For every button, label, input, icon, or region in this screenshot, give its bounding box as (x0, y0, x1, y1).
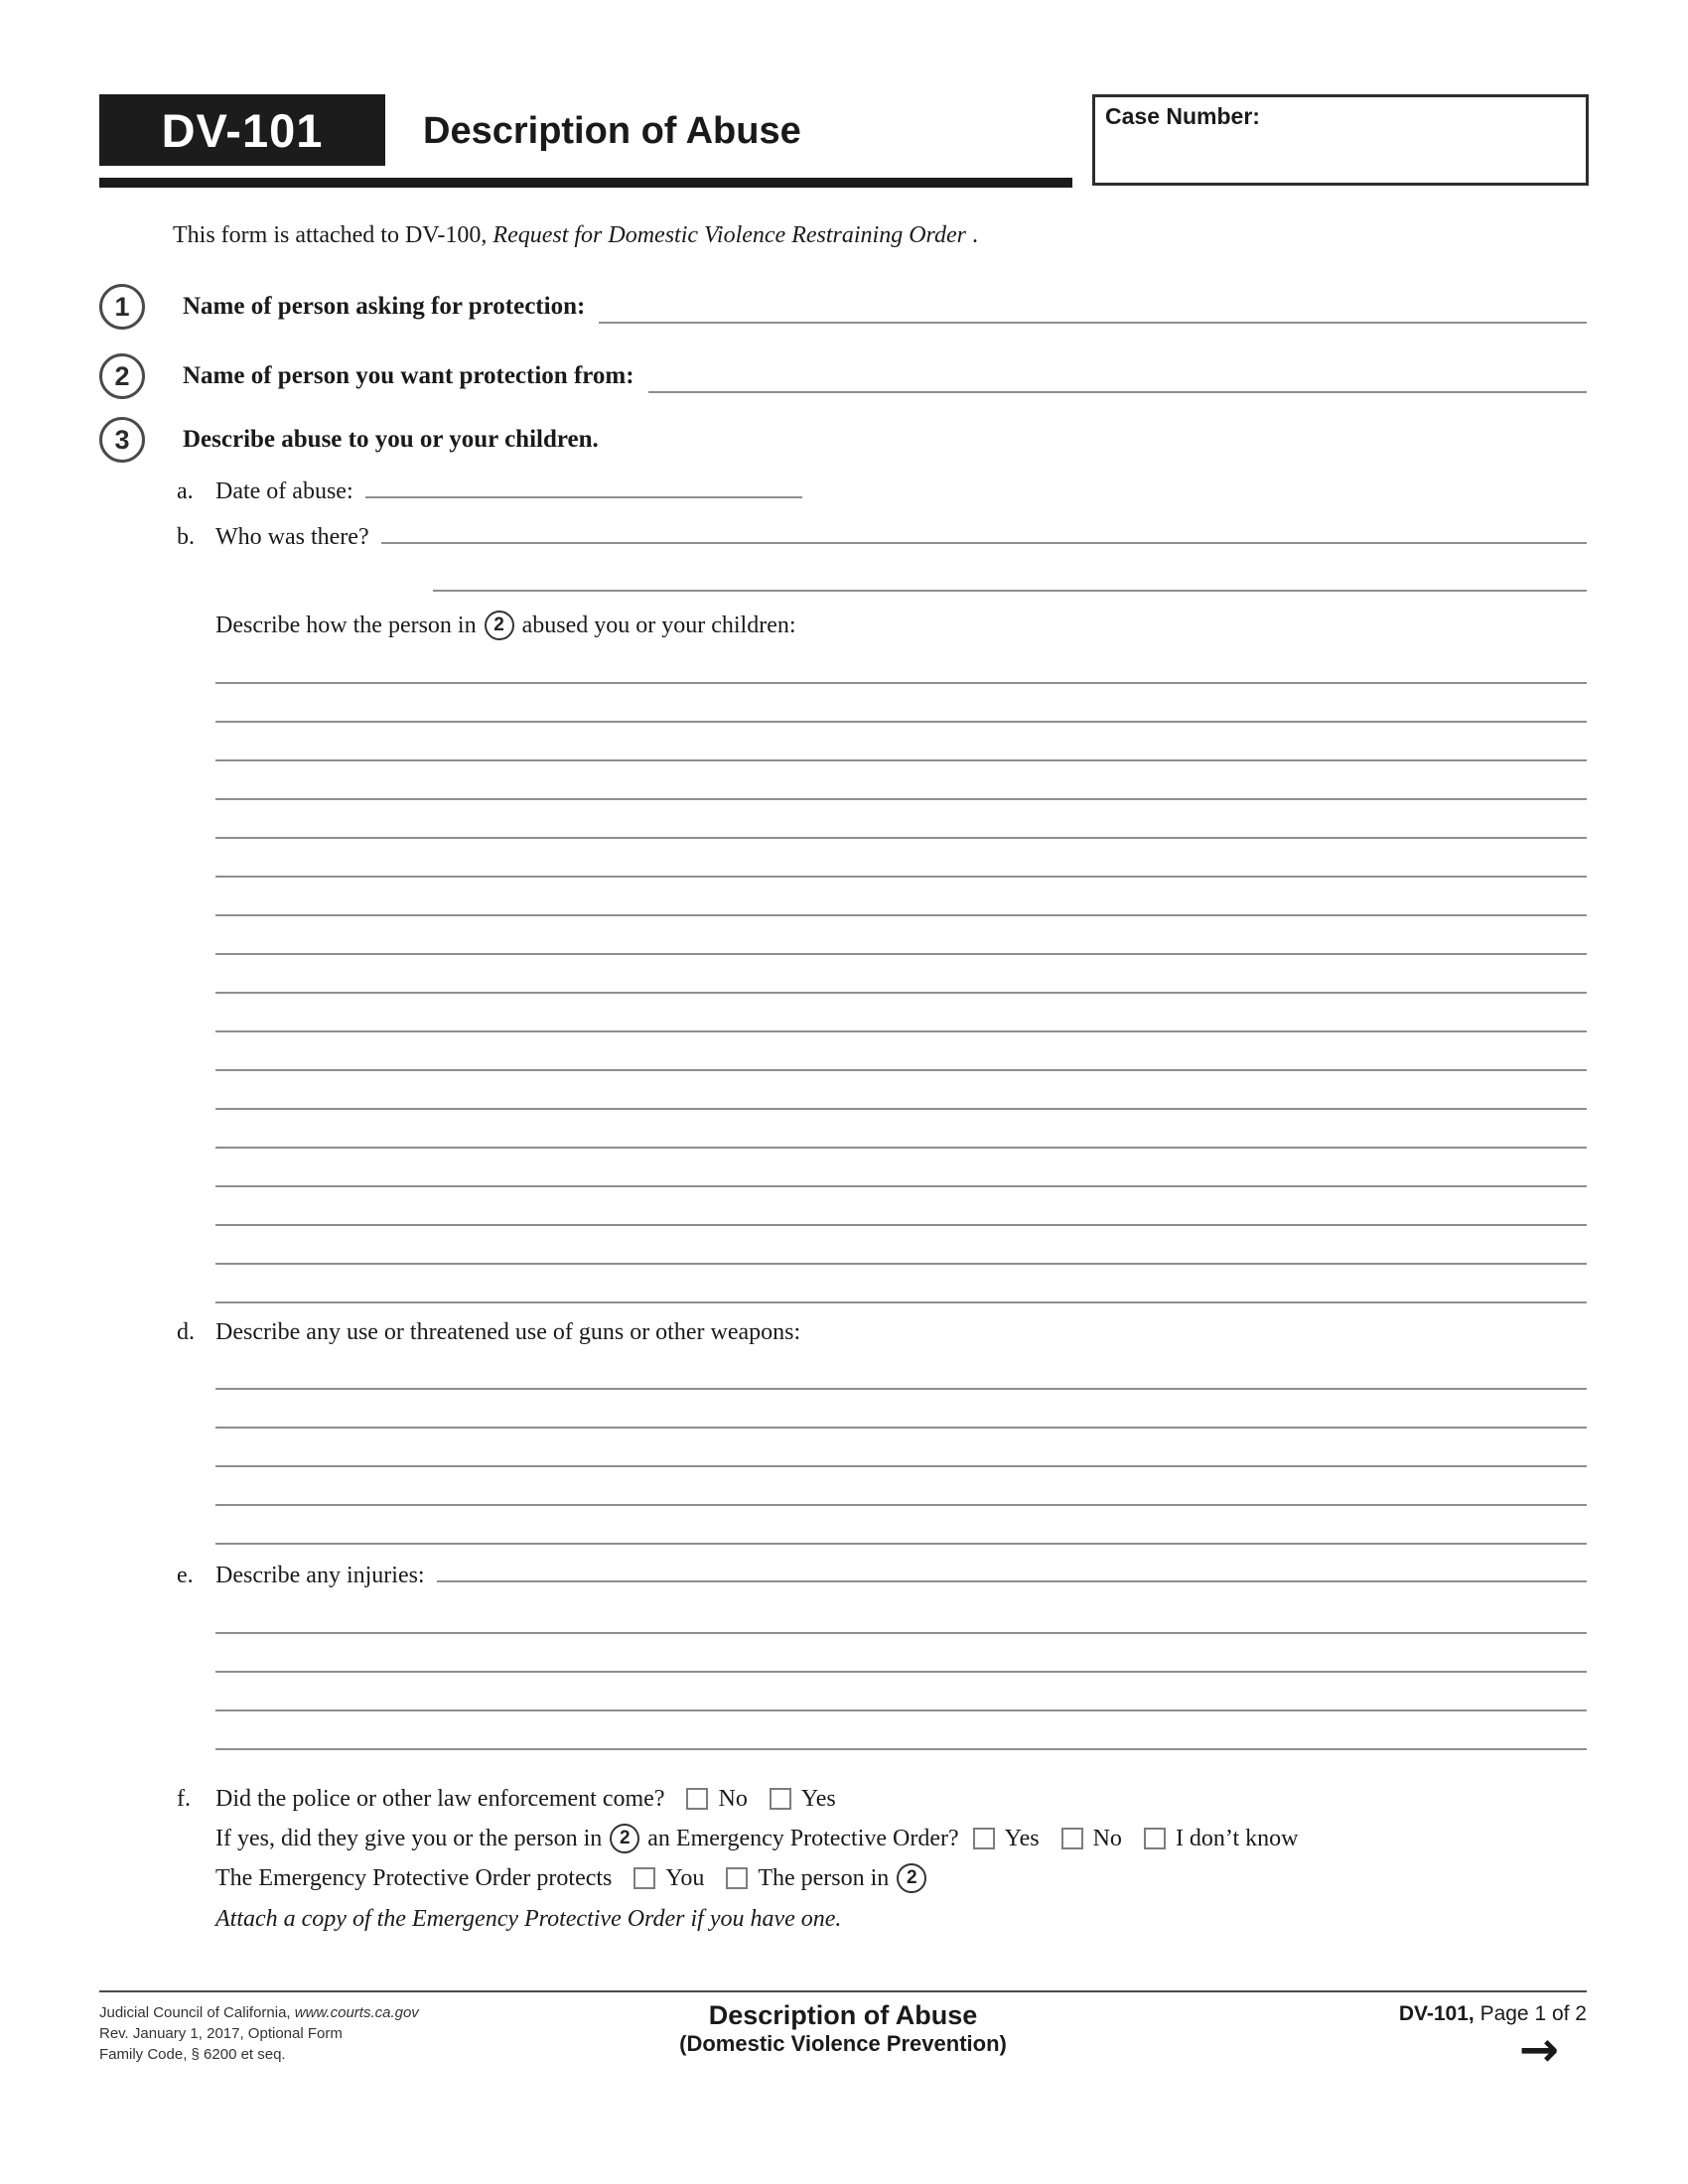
footer-page-label: Page 1 of 2 (1474, 2002, 1587, 2025)
abuse-description-write-in-line[interactable] (215, 800, 1587, 839)
subsection-f (177, 1782, 1587, 1935)
form-footer (99, 1990, 1587, 2078)
item-3-number-circle: 3 (99, 417, 145, 463)
injuries-write-in-line[interactable] (215, 1634, 1587, 1673)
subsection-b-letter: b. (177, 524, 195, 550)
subsection-f-content (215, 1782, 1587, 1935)
injuries-write-in-line[interactable] (215, 1595, 1587, 1634)
abuse-description-write-in-line[interactable] (215, 1110, 1587, 1149)
item-1 (99, 284, 1587, 330)
abuse-description-write-in-line[interactable] (215, 761, 1587, 800)
abuse-description-write-in-line[interactable] (215, 878, 1587, 916)
item-2-reference-circle-protects: 2 (897, 1863, 926, 1893)
item-2-reference-circle-epo: 2 (610, 1824, 639, 1853)
injuries-line-1[interactable] (437, 1580, 1587, 1582)
intro-text (173, 220, 1587, 250)
who-was-there-line-2[interactable] (433, 552, 1587, 592)
item-2-label: Name of person you want protection from: (183, 362, 634, 389)
injuries-write-in-line[interactable] (215, 1673, 1587, 1711)
form-body (99, 220, 1587, 1935)
epo-protects-person2-label: The person in (758, 1865, 890, 1891)
epo-protects-you-label: You (665, 1865, 705, 1891)
injuries-label: Describe any injuries: (215, 1563, 425, 1588)
item-2-number-circle: 2 (99, 353, 145, 399)
case-number-box[interactable] (1092, 94, 1589, 186)
abuse-description-suffix: abused you or your children: (521, 613, 796, 638)
item-3 (99, 417, 1587, 463)
intro-prefix: This form is attached to DV-100, (173, 222, 493, 248)
subsection-d-letter: d. (177, 1319, 195, 1345)
footer-page-info (1398, 2002, 1587, 2078)
abuse-description-lines (215, 645, 1587, 1303)
footer-courts-url: www.courts.ca.gov (294, 2004, 419, 2021)
subsection-c-prompt (215, 610, 1587, 641)
epo-protects-person2-checkbox[interactable] (726, 1867, 748, 1889)
abuse-description-write-in-line[interactable] (215, 1187, 1587, 1226)
epo-protects-you-checkbox[interactable] (633, 1867, 655, 1889)
who-was-there-label: Who was there? (215, 524, 369, 550)
footer-form-title: Description of Abuse (708, 2000, 978, 2030)
epo-given-no-checkbox[interactable] (1061, 1828, 1083, 1849)
subsection-d (177, 1317, 1587, 1347)
abuse-description-write-in-line[interactable] (215, 1226, 1587, 1265)
subsection-a-letter: a. (177, 478, 194, 504)
abuse-description-write-in-line[interactable] (215, 994, 1587, 1032)
abuse-description-write-in-line[interactable] (215, 645, 1587, 684)
abuse-description-write-in-line[interactable] (215, 916, 1587, 955)
abuse-description-write-in-line[interactable] (215, 1032, 1587, 1071)
abuse-description-write-in-line[interactable] (215, 955, 1587, 994)
attach-epo-note: Attach a copy of the Emergency Protective Order if you have one. (215, 1906, 842, 1932)
item-2-reference-circle: 2 (485, 611, 514, 640)
injuries-lines (215, 1595, 1587, 1750)
epo-protects-row (215, 1861, 1587, 1895)
weapons-write-in-line[interactable] (215, 1351, 1587, 1390)
weapons-write-in-line[interactable] (215, 1506, 1587, 1545)
weapons-write-in-line[interactable] (215, 1429, 1587, 1467)
subsection-f-letter: f. (177, 1786, 191, 1812)
epo-question-row (215, 1822, 1587, 1855)
form-title: Description of Abuse (423, 110, 801, 152)
epo-given-yes-checkbox[interactable] (973, 1828, 995, 1849)
item-1-label: Name of person asking for protection: (183, 293, 586, 320)
date-of-abuse-line[interactable] (365, 496, 802, 498)
footer-code-line: Family Code, § 6200 et seq. (99, 2046, 286, 2063)
footer-form-name (99, 2000, 1587, 2057)
epo-question-prefix: If yes, did they give you or the person in (215, 1826, 603, 1851)
protected-person-name-line[interactable] (599, 322, 1587, 324)
weapons-lines (215, 1351, 1587, 1545)
case-number-label: Case Number: (1105, 103, 1260, 129)
item-3-label: Describe abuse to you or your children. (183, 426, 599, 453)
epo-question-suffix: an Emergency Protective Order? (647, 1826, 959, 1851)
epo-protects-label: The Emergency Protective Order protects (215, 1865, 613, 1891)
item-1-number-circle: 1 (99, 284, 145, 330)
police-came-yes-checkbox[interactable] (770, 1788, 791, 1810)
subsection-a (177, 477, 1587, 506)
abuse-description-write-in-line[interactable] (215, 839, 1587, 878)
epo-given-no-label: No (1092, 1826, 1122, 1851)
date-of-abuse-label: Date of abuse: (215, 478, 353, 504)
epo-given-unknown-checkbox[interactable] (1144, 1828, 1166, 1849)
intro-italic: Request for Domestic Violence Restraining Order (492, 222, 966, 248)
injuries-write-in-line[interactable] (215, 1711, 1587, 1750)
police-came-yes-label: Yes (800, 1786, 836, 1812)
abuse-description-write-in-line[interactable] (215, 1265, 1587, 1303)
form-header (99, 94, 1589, 204)
police-question-row (215, 1782, 1587, 1816)
who-was-there-line[interactable] (381, 542, 1587, 544)
abuse-description-write-in-line[interactable] (215, 723, 1587, 761)
subsection-b (177, 522, 1587, 552)
subsection-e (177, 1561, 1587, 1590)
item-3-subsections (177, 477, 1587, 1935)
police-came-no-checkbox[interactable] (686, 1788, 708, 1810)
subsection-e-letter: e. (177, 1563, 194, 1588)
form-number-badge: DV-101 (99, 94, 385, 166)
footer-form-subtitle: (Domestic Violence Prevention) (679, 2031, 1007, 2056)
header-rule (99, 178, 1072, 188)
footer-form-number: DV-101, (1398, 2002, 1475, 2025)
abuse-description-write-in-line[interactable] (215, 1071, 1587, 1110)
footer-revision-line: Rev. January 1, 2017, Optional Form (99, 2025, 343, 2042)
weapons-label: Describe any use or threatened use of guns or other weapons: (215, 1319, 801, 1345)
restrained-person-name-line[interactable] (648, 391, 1587, 393)
police-question-label: Did the police or other law enforcement come? (215, 1786, 665, 1812)
intro-suffix: . (965, 222, 978, 248)
item-2 (99, 353, 1587, 399)
abuse-description-prefix: Describe how the person in (215, 613, 477, 638)
weapons-write-in-line[interactable] (215, 1390, 1587, 1429)
epo-given-yes-label: Yes (1004, 1826, 1040, 1851)
police-came-no-label: No (718, 1786, 748, 1812)
abuse-description-write-in-line[interactable] (215, 684, 1587, 723)
footer-judicial-council: Judicial Council of California, (99, 2004, 295, 2021)
footer-rule (99, 1990, 1587, 1992)
weapons-write-in-line[interactable] (215, 1467, 1587, 1506)
epo-given-unknown-label: I don’t know (1175, 1826, 1299, 1851)
next-page-arrow-icon: → (1518, 2022, 1559, 2078)
abuse-description-write-in-line[interactable] (215, 1149, 1587, 1187)
